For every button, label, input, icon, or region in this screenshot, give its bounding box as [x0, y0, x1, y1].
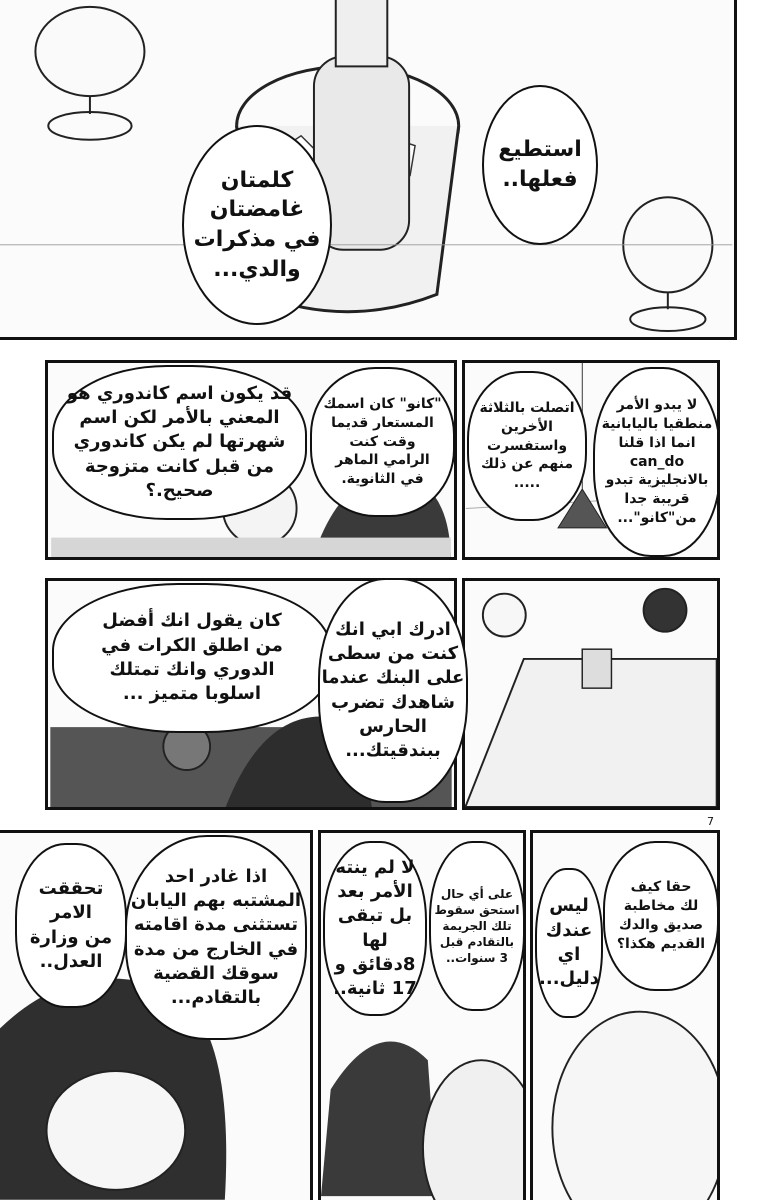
speech-bubble-best-pitcher	[52, 583, 332, 733]
panel-wine-table	[0, 0, 737, 340]
speech-bubble-old-friend	[603, 841, 719, 991]
speech-bubble-called-three	[467, 371, 587, 521]
speech-text: على أي حال استحق سقوط تلك الجريمة بالتقادم قبل 3 سنوات..	[434, 886, 520, 966]
speech-bubble-diary	[182, 125, 332, 325]
restaurant-table-illustration	[465, 581, 717, 807]
speech-text: ادرك ابي انك كنت من سطى على البنك عندما شاهدك تضرب الحارس ببندقيتك...	[321, 618, 465, 762]
speech-text: "كانو" كان اسمك المستعار قديما وقت كنت الرامي الماهر في الثانوية.	[323, 395, 442, 488]
panel-statute-limitations	[318, 830, 526, 1200]
speech-bubble-crime-expired	[429, 841, 525, 1011]
speech-text: تحققت الامر من وزارة العدل..	[29, 877, 113, 972]
speech-text: اذا غادر احد المشتبه بهم اليابان تستثنى مدة اقامته في الخارج من مدة سوقك القضية بالتقادم...	[130, 865, 302, 1009]
speech-text: قد يكون اسم كاندوري هو المعني بالأمر لكن اسم شهرتها لم يكن كاندوري من قبل كانت متزوجة صحيح.؟	[66, 382, 293, 501]
speech-text: ليس عندك اي دليل...	[539, 895, 599, 990]
speech-bubble-can-do	[482, 85, 598, 245]
speech-text: كان يقول انك أفضل من اطلق الكرات في الدوري وانك تمتلك اسلوبا متميز ...	[101, 610, 283, 705]
speech-text: كلمتان غامضتان في مذكرات والدي...	[193, 167, 321, 282]
page-number: 7	[707, 815, 714, 828]
panel-accusation	[45, 360, 457, 560]
speech-bubble-ministry-justice	[15, 843, 127, 1008]
speech-bubble-leaves-japan	[125, 835, 307, 1040]
speech-text: لا يبدو الأمر منطقيا باليابانية انما اذا قلنا can_do بالانجليزية تبدو قريبة جدا من"كانو"...	[601, 396, 713, 527]
speech-text: حقا كيف لك مخاطبة صديق والدك القديم هكذا؟	[616, 879, 706, 952]
speech-text: استطيع فعلها..	[498, 137, 582, 192]
panel-young-man	[0, 830, 313, 1200]
panel-lamp-room	[462, 360, 720, 560]
speech-bubble-eight-minutes	[323, 841, 427, 1016]
speech-text: اتصلت بالثلاثة الأخرين واستفسرت منهم عن ذلك .....	[479, 399, 575, 492]
speech-bubble-nickname	[310, 367, 455, 517]
speech-bubble-no-evidence	[535, 868, 603, 1018]
wine-bucket-illustration	[0, 0, 734, 337]
panel-old-man	[530, 830, 720, 1200]
speech-bubble-kandori	[52, 365, 307, 520]
speech-bubble-father-knew	[318, 578, 468, 803]
speech-text: لا لم ينته الأمر بعد بل تبقى لها 8دقائق و 17 ثانية..	[333, 856, 417, 1000]
speech-bubble-can-do-english	[593, 367, 720, 557]
panel-dining-table	[462, 578, 720, 810]
